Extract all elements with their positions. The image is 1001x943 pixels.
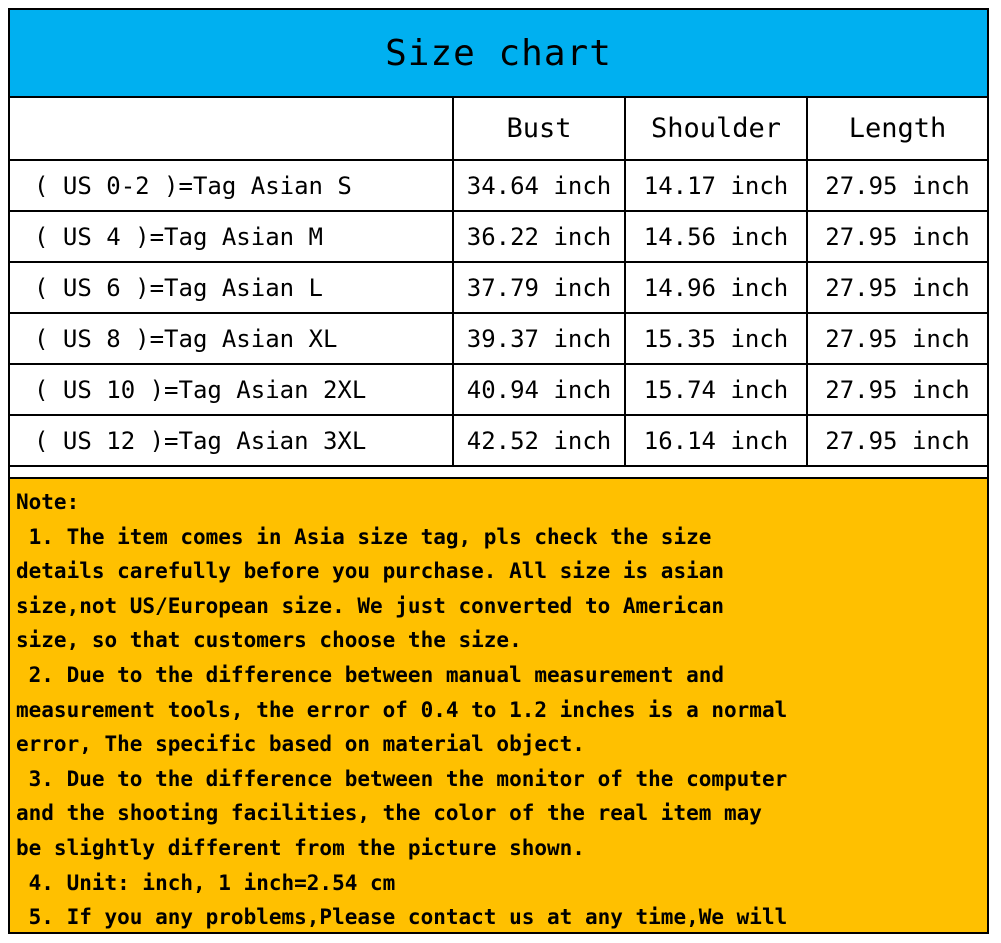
note-panel <box>10 477 987 932</box>
shoulder-cell: 14.96 inch <box>625 262 807 313</box>
note-line: and the shooting facilities, the color of the real item may <box>16 801 762 826</box>
table-row <box>10 211 987 262</box>
note-line: 1. The item comes in Asia size tag, pls check the size <box>16 524 712 549</box>
note-line: size,not US/European size. We just converted to American <box>16 593 725 618</box>
size-chart-title: Size chart <box>385 32 612 74</box>
size-cell: ( US 4 )=Tag Asian M <box>10 211 453 262</box>
note-line: be slightly different from the picture shown. <box>16 835 585 860</box>
note-heading: Note: <box>16 490 80 514</box>
size-cell: ( US 6 )=Tag Asian L <box>10 262 453 313</box>
length-cell: 27.95 inch <box>807 160 987 211</box>
column-header-size <box>10 98 453 160</box>
table-row <box>10 313 987 364</box>
note-line: 4. Unit: inch, 1 inch=2.54 cm <box>16 870 396 895</box>
bust-cell: 37.79 inch <box>453 262 625 313</box>
column-header-shoulder: Shoulder <box>625 98 807 160</box>
length-cell: 27.95 inch <box>807 415 987 466</box>
table-row <box>10 160 987 211</box>
size-cell: ( US 0-2 )=Tag Asian S <box>10 160 453 211</box>
size-cell: ( US 12 )=Tag Asian 3XL <box>10 415 453 466</box>
note-line: 3. Due to the difference between the monitor of the computer <box>16 766 788 791</box>
size-cell: ( US 10 )=Tag Asian 2XL <box>10 364 453 415</box>
length-cell: 27.95 inch <box>807 364 987 415</box>
shoulder-cell: 14.17 inch <box>625 160 807 211</box>
shoulder-cell: 14.56 inch <box>625 211 807 262</box>
column-header-length: Length <box>807 98 987 160</box>
length-cell: 27.95 inch <box>807 313 987 364</box>
length-cell: 27.95 inch <box>807 211 987 262</box>
note-line: 2. Due to the difference between manual measurement and <box>16 662 725 687</box>
shoulder-cell: 15.74 inch <box>625 364 807 415</box>
size-chart-frame <box>8 8 989 934</box>
size-chart-title-bar <box>10 10 987 98</box>
column-header-bust: Bust <box>453 98 625 160</box>
bust-cell: 42.52 inch <box>453 415 625 466</box>
table-header-row <box>10 98 987 160</box>
bust-cell: 36.22 inch <box>453 211 625 262</box>
shoulder-cell: 15.35 inch <box>625 313 807 364</box>
length-cell: 27.95 inch <box>807 262 987 313</box>
table-row <box>10 415 987 466</box>
bust-cell: 39.37 inch <box>453 313 625 364</box>
note-line: error, The specific based on material object. <box>16 732 585 757</box>
table-row <box>10 364 987 415</box>
note-line: details carefully before you purchase. All size is asian <box>16 559 725 584</box>
bust-cell: 34.64 inch <box>453 160 625 211</box>
note-line: measurement tools, the error of 0.4 to 1.2 inches is a normal <box>16 697 788 722</box>
table-row <box>10 262 987 313</box>
size-cell: ( US 8 )=Tag Asian XL <box>10 313 453 364</box>
size-table <box>10 98 987 467</box>
note-line: size, so that customers choose the size. <box>16 628 522 653</box>
bust-cell: 40.94 inch <box>453 364 625 415</box>
shoulder-cell: 16.14 inch <box>625 415 807 466</box>
note-line: 5. If you any problems,Please contact us at any time,We will <box>16 905 788 930</box>
